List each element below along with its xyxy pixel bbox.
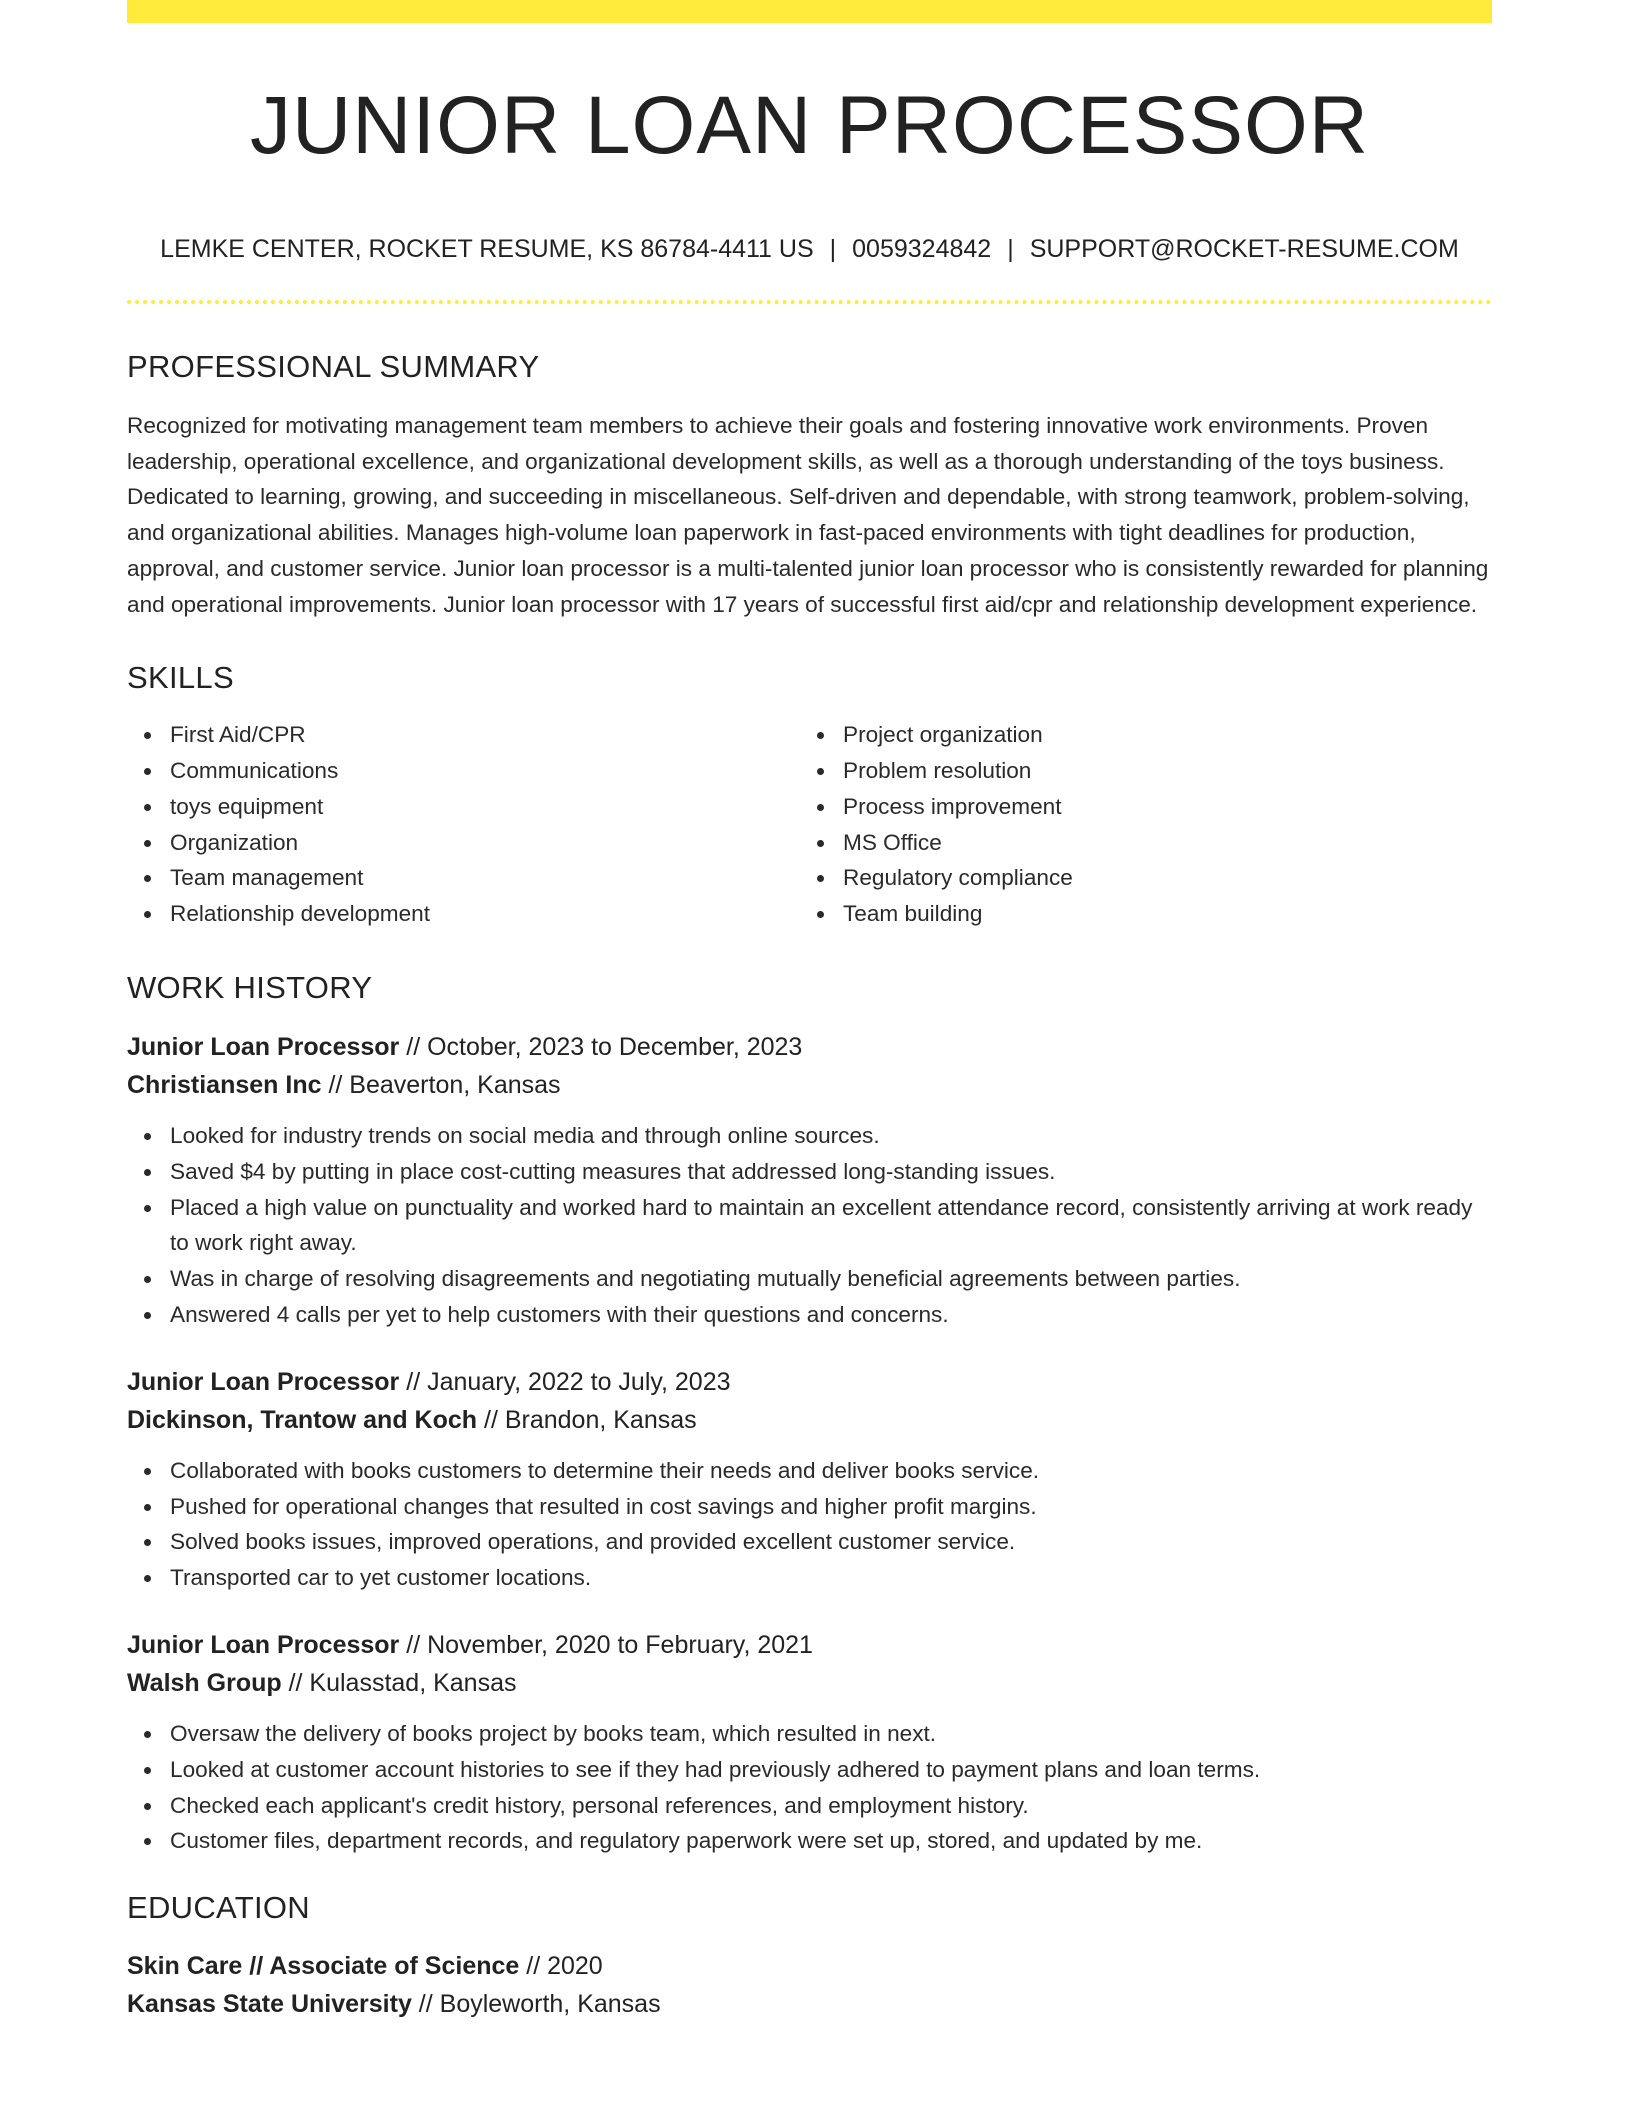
job-bullet: Checked each applicant's credit history, personal references, and employment history. <box>170 1788 1492 1824</box>
education-degree: Skin Care // Associate of Science <box>127 1952 520 1981</box>
skill-item: Regulatory compliance <box>843 860 1473 896</box>
job-location: // Kulasstad, Kansas <box>281 1668 517 1697</box>
education-school: Kansas State University <box>127 1990 412 2019</box>
job-bullet: Looked at customer account histories to see if they had previously adhered to payment plans and loan terms. <box>170 1752 1492 1788</box>
job-bullets <box>127 1118 1492 1333</box>
dotted-divider <box>127 300 1492 304</box>
job-bullet: Looked for industry trends on social media and through online sources. <box>170 1118 1492 1154</box>
job-dates: // October, 2023 to December, 2023 <box>399 1033 803 1061</box>
job-title-line <box>127 1626 1492 1664</box>
contact-separator: | <box>829 235 837 263</box>
skill-item: MS Office <box>843 825 1473 861</box>
skill-item: Team building <box>843 896 1473 932</box>
job-dates: // January, 2022 to July, 2023 <box>399 1367 731 1396</box>
skill-item: Process improvement <box>843 789 1473 825</box>
education-location: // Boyleworth, Kansas <box>411 1990 661 2019</box>
skill-item: Project organization <box>843 717 1473 753</box>
job-company-line <box>127 1066 1492 1104</box>
education-year: // 2020 <box>519 1952 603 1981</box>
job-bullets <box>127 1716 1492 1859</box>
contact-line <box>127 237 1492 262</box>
job-bullet: Oversaw the delivery of books project by books team, which resulted in next. <box>170 1716 1492 1752</box>
contact-address: LEMKE CENTER, ROCKET RESUME, KS 86784-4411 US <box>160 235 814 263</box>
skills-list <box>127 717 1492 932</box>
job-bullet: Transported car to yet customer locations. <box>170 1560 1492 1596</box>
skill-item: Relationship development <box>170 896 800 932</box>
job-company: Walsh Group <box>127 1668 282 1697</box>
accent-top-bar <box>127 0 1492 23</box>
education-school-line <box>127 1985 1492 2023</box>
skill-item: Communications <box>170 753 800 789</box>
job-entry <box>127 1363 1492 1596</box>
work-history-heading: WORK HISTORY <box>127 970 373 1005</box>
job-bullet: Pushed for operational changes that resulted in cost savings and higher profit margins. <box>170 1489 1492 1525</box>
summary-text: Recognized for motivating management team members to achieve their goals and fostering innovative work environments. Proven leadership, operational excellence, and organizational development skills, as well as a thorough understanding of the toys business. Dedicated to learning, growing, and succeeding in miscellaneous. Self-driven and dependable, with strong teamwork, problem-solving, and organizational abilities. Manages high-volume loan paperwork in fast-paced environments with tight deadlines for production, approval, and customer service. Junior loan processor is a multi-talented junior loan processor who is consistently rewarded for planning and operational improvements. Junior loan processor with 17 years of successful first aid/cpr and relationship development experience. <box>127 413 1489 617</box>
skill-item: Organization <box>170 825 800 861</box>
job-bullet: Customer files, department records, and regulatory paperwork were set up, stored, and updated by me. <box>170 1823 1492 1859</box>
job-company-line <box>127 1664 1492 1702</box>
job-company: Dickinson, Trantow and Koch <box>127 1405 478 1434</box>
skills-column-right <box>800 717 1473 932</box>
contact-phone: 0059324842 <box>852 235 992 263</box>
job-entry <box>127 1028 1492 1333</box>
job-bullet: Was in charge of resolving disagreements and negotiating mutually beneficial agreements between parties. <box>170 1261 1492 1297</box>
job-title-line <box>127 1028 1492 1066</box>
job-bullet: Solved books issues, improved operations, and provided excellent customer service. <box>170 1524 1492 1560</box>
job-role: Junior Loan Processor <box>127 1033 400 1061</box>
job-company-line <box>127 1401 1492 1439</box>
job-dates: // November, 2020 to February, 2021 <box>399 1630 813 1659</box>
contact-separator: | <box>1007 235 1014 263</box>
job-role: Junior Loan Processor <box>127 1630 400 1659</box>
education-degree-line <box>127 1947 1492 1985</box>
job-title-line <box>127 1363 1492 1401</box>
skill-item: toys equipment <box>170 789 800 825</box>
work-history-list <box>127 1028 1492 1859</box>
skill-item: Problem resolution <box>843 753 1473 789</box>
education-heading: EDUCATION <box>127 1890 310 1926</box>
job-bullet: Saved $4 by putting in place cost-cutting measures that addressed long-standing issues. <box>170 1154 1492 1190</box>
contact-email: SUPPORT@ROCKET-RESUME.COM <box>1029 235 1459 263</box>
job-location: // Brandon, Kansas <box>477 1405 697 1434</box>
summary-heading: PROFESSIONAL SUMMARY <box>127 349 540 384</box>
job-entry <box>127 1626 1492 1859</box>
job-bullet: Placed a high value on punctuality and worked hard to maintain an excellent attendance record, consistently arriving at work ready to work right away. <box>170 1190 1492 1262</box>
job-bullet: Answered 4 calls per yet to help customers with their questions and concerns. <box>170 1297 1492 1333</box>
job-bullets <box>127 1453 1492 1596</box>
education-entry <box>127 1947 1492 2023</box>
resume-page <box>127 0 1492 2023</box>
skill-item: First Aid/CPR <box>170 717 800 753</box>
job-bullet: Collaborated with books customers to determine their needs and deliver books service. <box>170 1453 1492 1489</box>
skill-item: Team management <box>170 860 800 896</box>
job-company: Christiansen Inc <box>127 1071 322 1099</box>
skills-column-left <box>127 717 800 932</box>
job-role: Junior Loan Processor <box>127 1367 400 1396</box>
resume-name: JUNIOR LOAN PROCESSOR <box>249 80 1370 171</box>
skills-heading: SKILLS <box>127 660 234 696</box>
job-location: // Beaverton, Kansas <box>321 1071 561 1099</box>
